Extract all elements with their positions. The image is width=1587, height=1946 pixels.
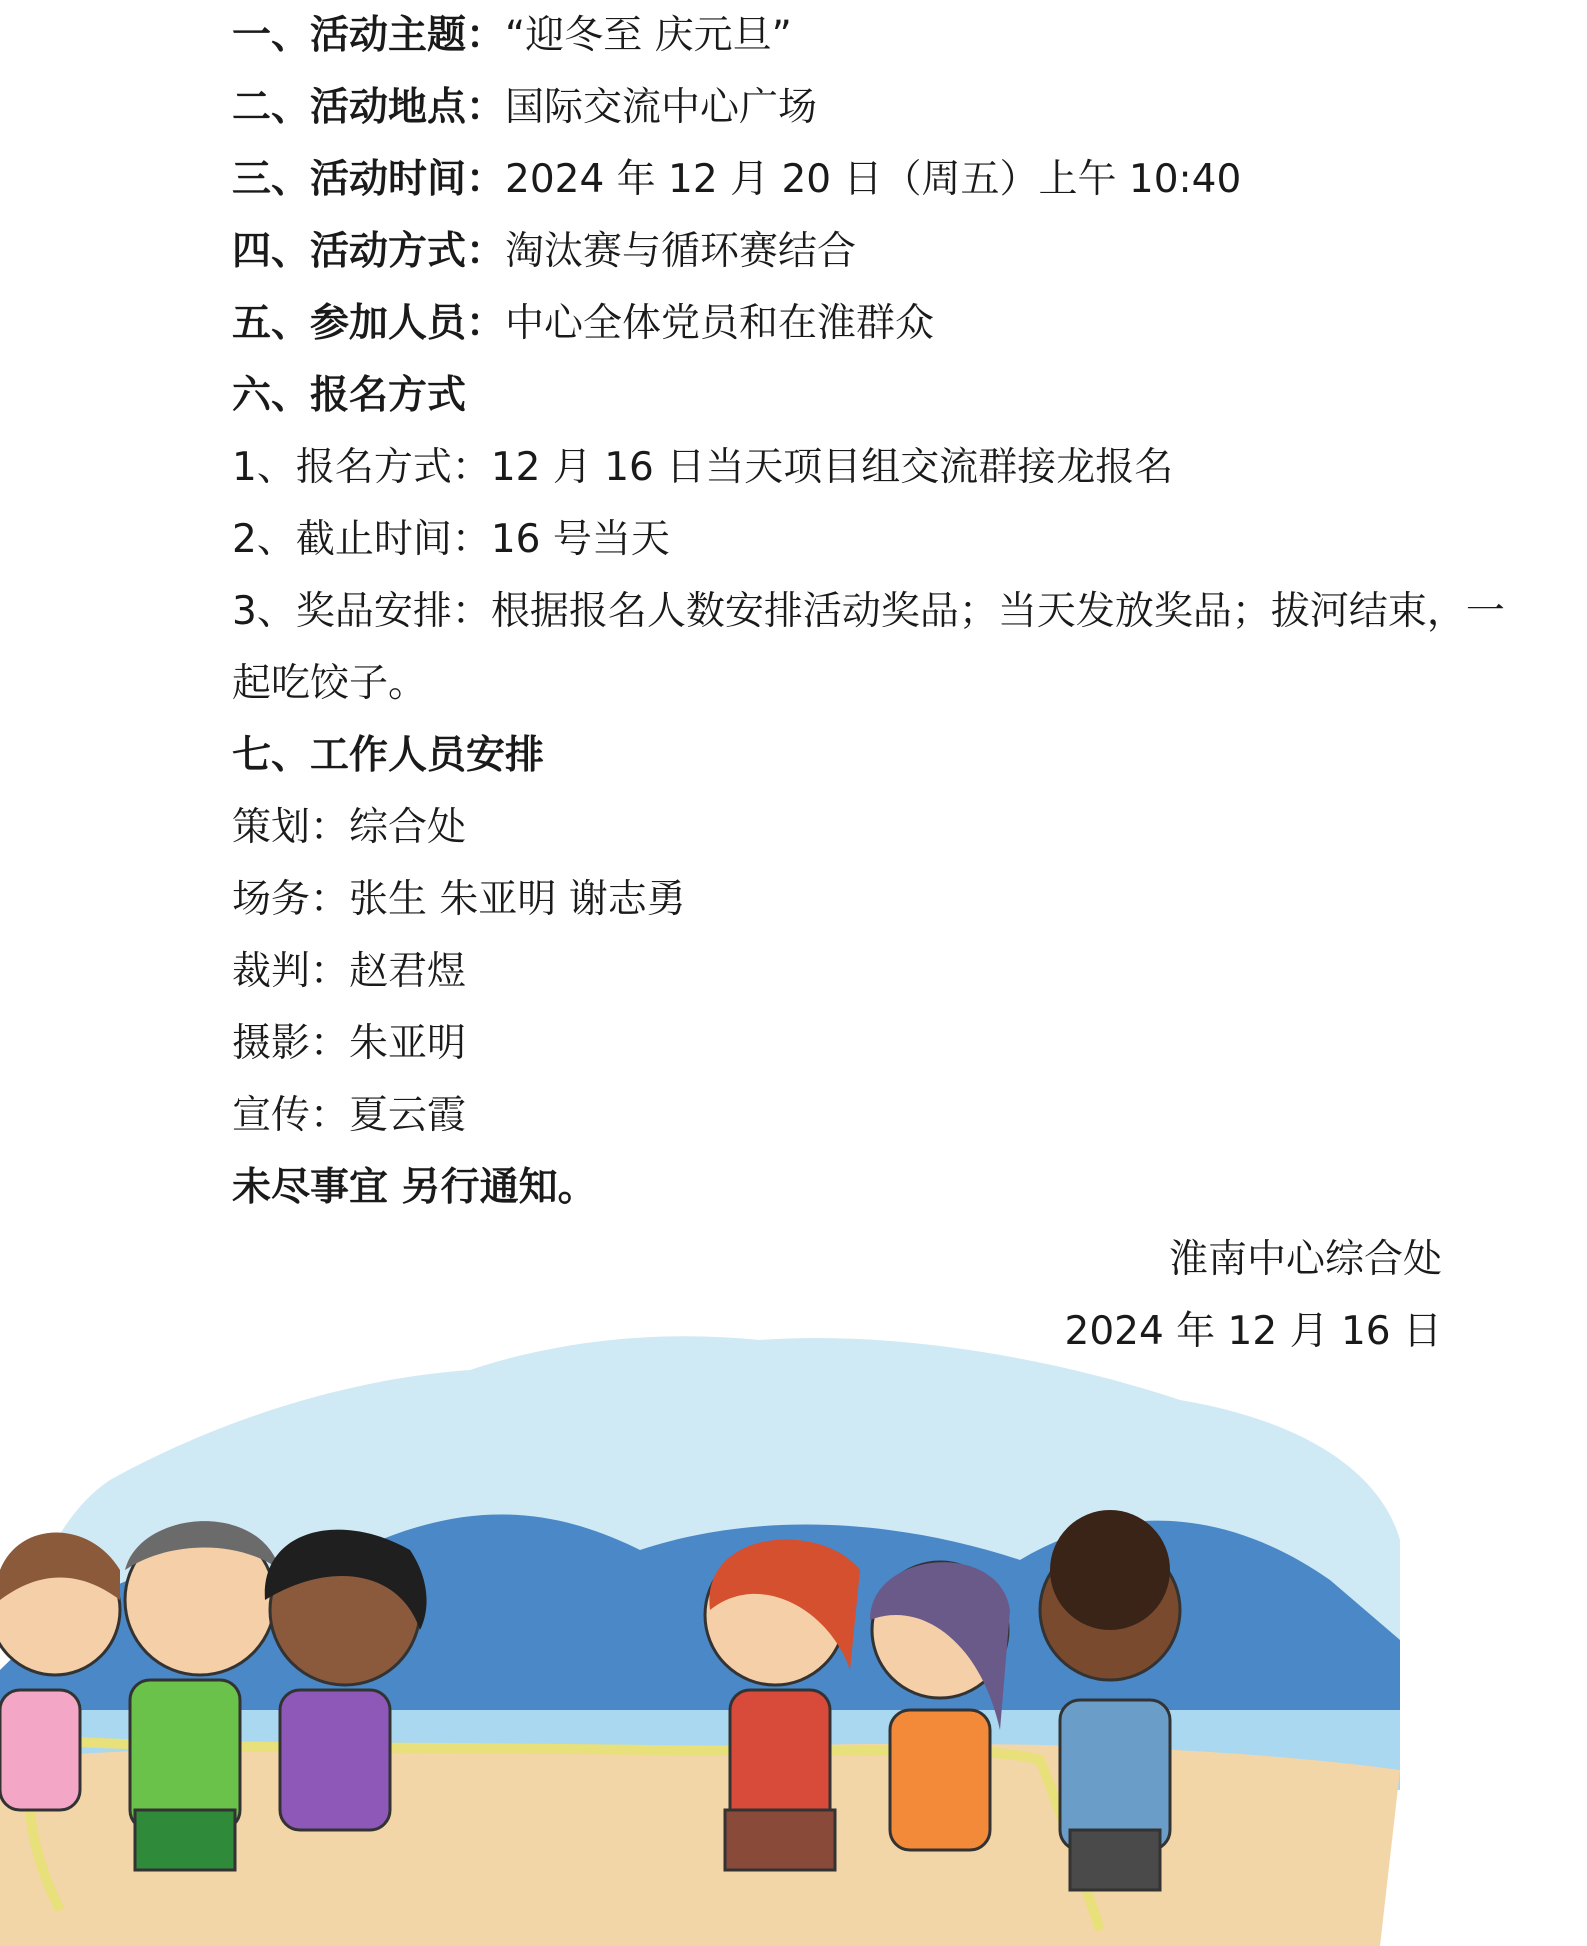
staff-names: 赵君煜 xyxy=(349,949,467,994)
section-value: 国际交流中心广场 xyxy=(505,85,818,130)
signature-date: 2024 年 12 月 16 日 xyxy=(1064,1309,1442,1354)
staff-row xyxy=(232,1080,466,1152)
section-label: 二、活动地点： xyxy=(232,85,506,130)
section-value: 2024 年 12 月 20 日（周五）上午 10:40 xyxy=(505,157,1242,202)
staff-names: 夏云霞 xyxy=(349,1093,467,1138)
section-value: 中心全体党员和在淮群众 xyxy=(505,301,935,346)
tug-of-war-children-illustration xyxy=(0,1310,1587,1946)
staff-role: 宣传： xyxy=(232,1093,350,1138)
section-format xyxy=(232,216,856,288)
staff-names: 朱亚明 xyxy=(349,1021,467,1066)
staff-role: 策划： xyxy=(232,805,350,850)
signup-item: 2、截止时间：16 号当天 xyxy=(232,517,670,562)
signup-heading: 六、报名方式 xyxy=(232,373,467,418)
section-label: 四、活动方式： xyxy=(232,229,506,274)
staff-row xyxy=(232,792,466,864)
section-label: 三、活动时间： xyxy=(232,157,506,202)
section-value: 淘汰赛与循环赛结合 xyxy=(505,229,857,274)
section-theme xyxy=(232,0,792,72)
section-label: 五、参加人员： xyxy=(232,301,506,346)
section-value: “迎冬至 庆元旦” xyxy=(505,13,792,58)
signup-item: 1、报名方式：12 月 16 日当天项目组交流群接龙报名 xyxy=(232,445,1174,490)
staff-names: 张生 朱亚明 谢志勇 xyxy=(349,877,686,922)
closing-note: 未尽事宜 另行通知。 xyxy=(232,1165,597,1210)
signature-org: 淮南中心综合处 xyxy=(1168,1237,1442,1282)
signup-item: 起吃饺子。 xyxy=(232,661,428,706)
section-label: 一、活动主题： xyxy=(232,13,506,58)
staff-role: 场务： xyxy=(232,877,350,922)
signup-item: 3、奖品安排：根据报名人数安排活动奖品；当天发放奖品；拔河结束，一 xyxy=(232,589,1505,634)
staff-role: 摄影： xyxy=(232,1021,350,1066)
staff-names: 综合处 xyxy=(349,805,467,850)
section-participants xyxy=(232,288,934,360)
staff-row xyxy=(232,936,466,1008)
section-time xyxy=(232,144,1241,216)
staff-heading: 七、工作人员安排 xyxy=(232,733,545,778)
section-location xyxy=(232,72,817,144)
staff-role: 裁判： xyxy=(232,949,350,994)
staff-row xyxy=(232,864,686,936)
staff-row xyxy=(232,1008,466,1080)
